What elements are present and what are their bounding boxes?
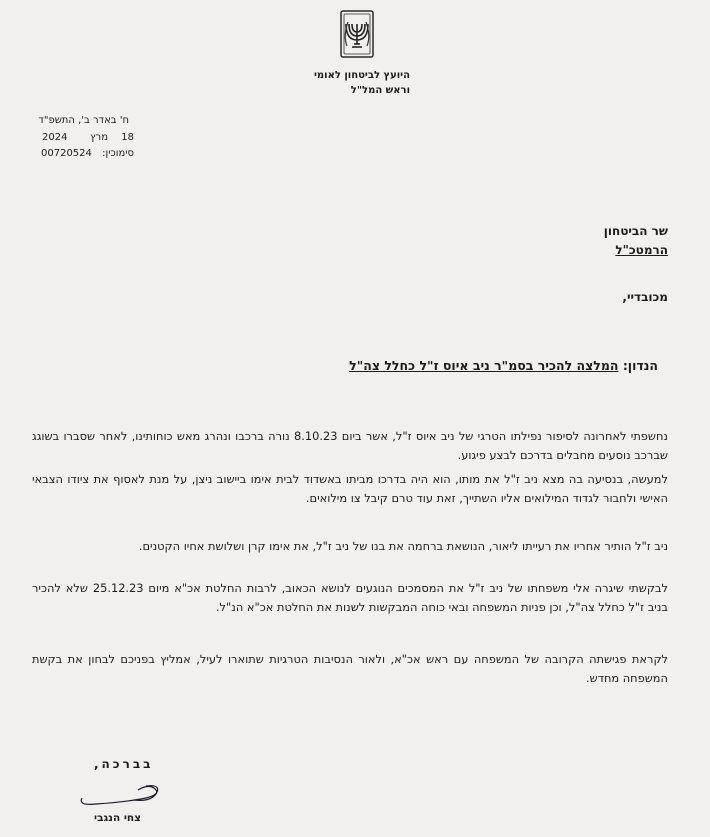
letterhead-line1: היועץ לביטחון לאומי	[313, 70, 410, 81]
subject-line	[349, 358, 658, 373]
menorah-emblem-icon	[340, 10, 374, 60]
subject-title: המלצה להכיר בסמ"ר ניב איוס ז"ל כחלל צה"ל	[349, 358, 619, 373]
addressee-block	[604, 222, 668, 260]
signature-icon	[76, 780, 166, 808]
reference-label: סימוכין:	[102, 148, 134, 159]
subject-label: הנדון:	[622, 358, 658, 373]
paragraph-2: למעשה, בנסיעה בה מצא ניב ז"ל את מותו, הוא היה בדרכו מביתו באשדוד לבית אימו ביישוב ניצן, על מנת לאסוף את ציודו הצבאי האישי ולחבור לגדוד המילואים אליו השתייך, זאת עוד טרם קיבל צו מילואים.	[32, 472, 668, 505]
paragraph-3: ניב ז"ל הותיר אחריו את רעייתו ליאור, הנושאת ברחמה את בנו של ניב ז"ל, את אימו קרן ושלושת אחיו הקטנים.	[138, 539, 668, 553]
addressee-line1: שר הביטחון	[603, 224, 668, 238]
paragraph-1: נחשפתי לאחרונה לסיפור נפילתו הטרגי של ניב איוס ז"ל, אשר ביום 8.10.23 נורה ברכבו ונהרג מאש כוחותינו, לאחר שסברו בשוגג שברכב נוסעים מחבלים בדרכם לבצע פיגוע.	[32, 429, 668, 462]
hebrew-date: ח' באדר ב', התשפ"ד	[38, 115, 129, 126]
signer-name: צחי הנגבי	[94, 812, 141, 824]
paragraph-4: לבקשתי שיגרה אלי משפחתו של ניב ז"ל את המסמכים הנוגעים לנושא הכאוב, לרבות החלטת אכ"א מיום 25.12.23 שלא להכיר בניב ז"ל כחלל צה"ל, וכן פניות המשפחה ובאי כוחה המבקשות לשנות את החלטת אכ"א הנ"ל.	[32, 581, 668, 614]
gregorian-month: מרץ	[90, 132, 108, 143]
reference-number: 00720524	[41, 148, 92, 159]
gregorian-day: 18	[121, 132, 134, 143]
gregorian-year: 2024	[42, 132, 68, 143]
paragraph-5: לקראת פגישתה הקרובה של המשפחה עם ראש אכ"א, ולאור הנסיבות הטרגיות שתוארו לעיל, אמליץ בפניכם לבחון את בקשת המשפחה מחדש.	[32, 652, 668, 685]
closing: בברכה,	[94, 757, 154, 771]
greeting: מכובדיי,	[622, 290, 668, 304]
office-letterhead	[300, 68, 410, 98]
addressee-line2: הרמטכ"ל	[615, 243, 668, 257]
letterhead-line2: וראש המל"ל	[350, 85, 410, 96]
